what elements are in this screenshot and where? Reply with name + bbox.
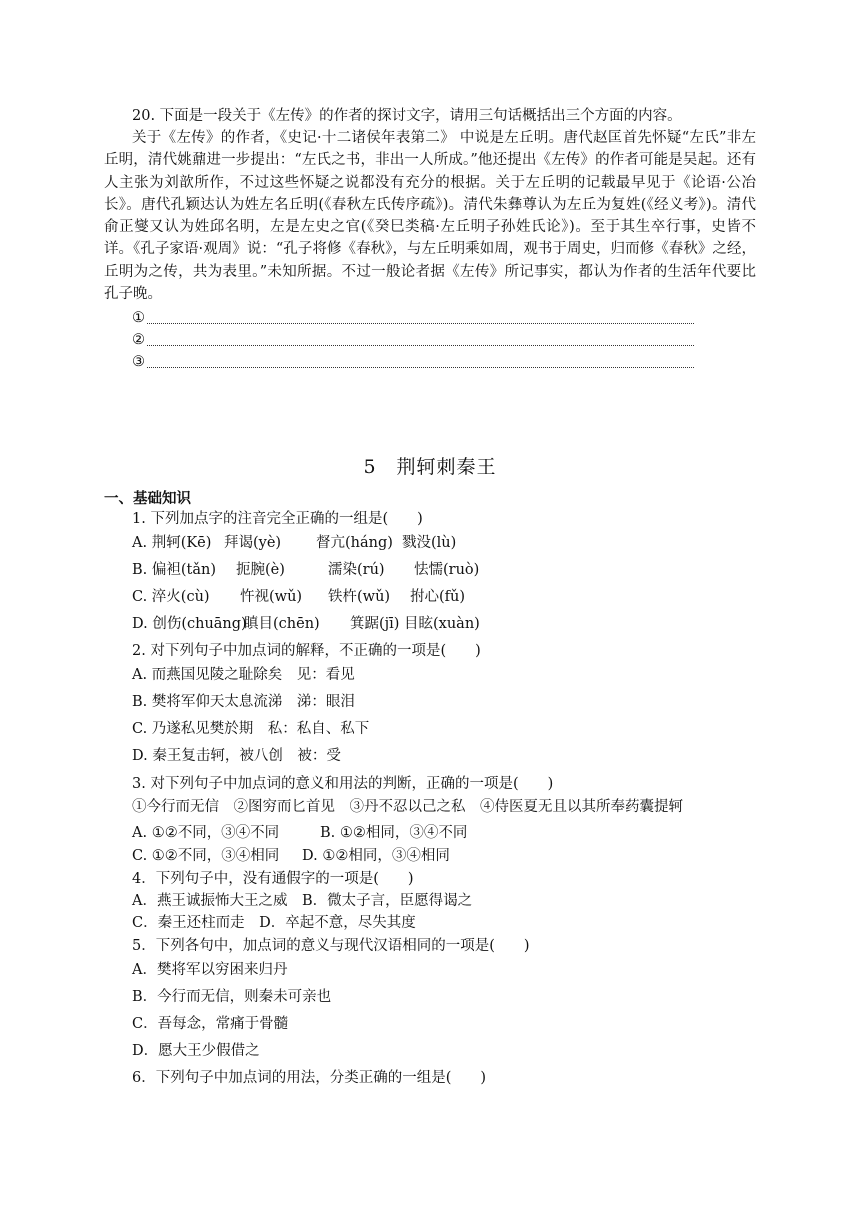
q3-stem: 3. 对下列句子中加点词的意义和用法的判断，正确的一项是( ) [132, 776, 554, 792]
q1-a-item: 戮没(lù) [402, 535, 457, 551]
q5-option-c: C．吾每念，常痛于骨髓 [132, 1016, 289, 1032]
q2-option-c: C. 乃遂私见樊於期 私：私自、私下 [132, 721, 370, 737]
q1-c-item: 拊心(fǔ) [410, 589, 466, 605]
q2-option-b: B. 樊将军仰天太息流涕 涕：眼泪 [132, 694, 355, 710]
blank-number: ① [132, 310, 145, 326]
q5-option-a: A．樊将军以穷困来归丹 [132, 962, 288, 978]
q4-options-row-2: C．秦王还柱而走 D．卒起不意，尽失其度 [132, 915, 416, 931]
q1-b-item: 濡染(rú) [328, 562, 385, 578]
q1-b-item: 扼腕(è) [236, 562, 285, 578]
blank-number: ② [132, 332, 145, 348]
q1-stem: 1. 下列加点字的注音完全正确的一组是( ) [132, 511, 423, 527]
q4-options-row-1: A．燕王诚振怖大王之威 B．微太子言，臣愿得谒之 [132, 893, 473, 909]
q1-option-a [132, 533, 456, 553]
q3-options-row-2 [132, 846, 450, 866]
q1-a-item: 督亢(háng) [316, 535, 393, 551]
q2-option-d: D. 秦王复击轲，被八创 被：受 [132, 748, 341, 764]
q1-a-item: A. 荆轲(Kē) [132, 535, 212, 551]
blank-number: ③ [132, 354, 145, 370]
q1-d-item: D. 创伤(chuāng) [132, 616, 247, 632]
q2-option-a: A. 而燕国见陵之耻除矣 见：看见 [132, 667, 355, 683]
q1-c-item: 忤视(wǔ) [240, 589, 303, 605]
q20-passage: 关于《左传》的作者，《史记·十二诸侯年表第二》 中说是左丘明。唐代赵匡首先怀疑“左氏”非左丘明，清代姚鼐进一步提出：“左氏之书，非出一人所成。”他还提出《左传》的作者可能是吴起。还有人主张为刘歆所作，不过这些怀疑之说都没有充分的根据。关于左丘明的记载最早见于《论语·公冶长》。唐代孔颖达认为姓左名丘明(《春秋左氏传序疏》)。清代朱彝尊认为左丘为复姓(《经义考》)。清代俞正燮又认为姓邱名明，左是左史之官(《癸巳类稿·左丘明子孙姓氏论》)。至于其生卒行事，史皆不详。《孔子家语·观周》说：“孔子将修《春秋》，与左丘明乘如周，观书于周史，归而修《春秋》之经，丘明为之传，共为表里。”未知所据。不过一般论者据《左传》所记事实，都认为作者的生活年代要比孔子晚。 [104, 130, 756, 303]
q1-c-item: 铁杵(wǔ) [328, 589, 391, 605]
q3-option-a: A. ①②不同，③④不同 [132, 825, 280, 841]
dotted-line [147, 345, 694, 346]
q1-d-item: 箕踞(jī) [350, 616, 400, 632]
q1-d-item: 目眩(xuàn) [404, 616, 480, 632]
answer-blank-2[interactable] [132, 330, 694, 350]
q5-option-b: B．今行而无信，则秦未可亲也 [132, 989, 332, 1005]
q3-sentences: ①今行而无信 ②图穷而匕首见 ③丹不忍以己之私 ④侍医夏无且以其所奉药囊提轲 [132, 799, 683, 815]
q1-option-d [132, 614, 480, 634]
q6-stem: 6．下列句子中加点词的用法，分类正确的一组是( ) [132, 1070, 487, 1086]
q2-stem: 2. 对下列句子中加点词的解释，不正确的一项是( ) [132, 643, 481, 659]
dotted-line [147, 323, 694, 324]
q1-a-item: 拜谒(yè) [224, 535, 282, 551]
q1-b-item: B. 偏袒(tǎn) [132, 562, 216, 578]
q5-stem: 5．下列各句中，加点词的意义与现代汉语相同的一项是( ) [132, 938, 530, 954]
answer-blank-1[interactable] [132, 308, 694, 328]
q1-option-c [132, 587, 465, 607]
q1-option-b [132, 560, 479, 580]
q5-option-d: D．愿大王少假借之 [132, 1043, 260, 1059]
q1-c-item: C. 淬火(cù) [132, 589, 210, 605]
section-heading: 一、基础知识 [104, 491, 191, 507]
lesson-title: 5 荆轲刺秦王 [363, 456, 497, 478]
q20-stem: 20. 下面是一段关于《左传》的作者的探讨文字，请用三句话概括出三个方面的内容。 [132, 108, 682, 124]
q3-options-row-1 [132, 823, 467, 843]
q1-d-item: 瞋目(chēn) [244, 616, 320, 632]
q3-option-b: B. ①②相同，③④不同 [320, 825, 468, 841]
q3-option-c: C. ①②不同，③④相同 [132, 848, 280, 864]
q1-b-item: 怯懦(ruò) [414, 562, 480, 578]
dotted-line [147, 367, 694, 368]
q4-stem: 4．下列句子中，没有通假字的一项是( ) [132, 871, 414, 887]
answer-blank-3[interactable] [132, 352, 694, 372]
q3-option-d: D. ①②相同，③④相同 [302, 848, 450, 864]
